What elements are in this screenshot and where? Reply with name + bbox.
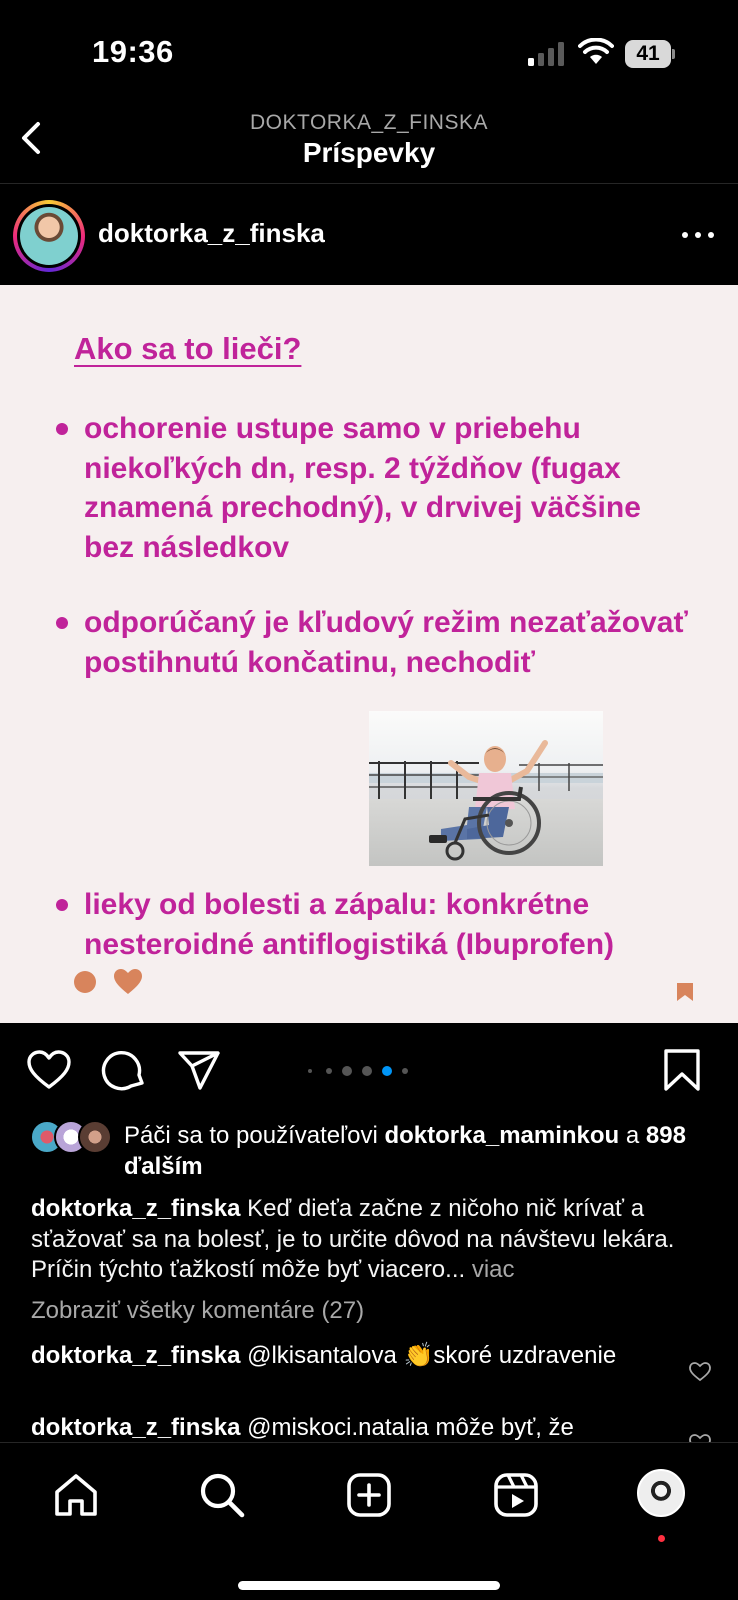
wifi-icon — [578, 38, 614, 66]
carousel-dot — [362, 1066, 372, 1076]
caption-more-link[interactable]: viac — [471, 1256, 515, 1283]
child-in-wheelchair — [369, 711, 603, 866]
battery-level: 41 — [625, 40, 671, 68]
bullet-text: ochorenie ustupe samo v priebehu niekoľkých dn, resp. 2 týždňov (fugax znamená prechodný), v drvivej väčšine bez následkov — [84, 412, 641, 564]
slide-bullet — [56, 885, 696, 964]
avatar-image — [20, 207, 78, 265]
comment-text: @lkisantalova 👏skoré uzdravenie — [247, 1342, 617, 1369]
share-icon[interactable] — [176, 1047, 222, 1093]
slide-heart-icon — [114, 969, 142, 995]
post-header — [0, 185, 738, 285]
post-image[interactable] — [0, 285, 738, 1023]
comment — [31, 1413, 671, 1443]
carousel-indicator — [308, 1065, 418, 1077]
reels-icon[interactable] — [492, 1471, 540, 1519]
slide-bullet — [56, 409, 696, 567]
comment-icon[interactable] — [101, 1047, 147, 1093]
caption-username[interactable]: doktorka_z_finska — [31, 1195, 241, 1222]
bullet-text: odporúčaný je kľudový režim nezaťažovať postihnutú končatinu, nechodiť — [84, 606, 688, 679]
carousel-dot — [402, 1068, 408, 1074]
status-bar — [0, 0, 738, 100]
carousel-dot — [342, 1066, 352, 1076]
page-header — [0, 100, 738, 184]
bookmark-icon[interactable] — [660, 1047, 706, 1093]
home-icon[interactable] — [52, 1471, 100, 1519]
heart-icon[interactable] — [689, 1362, 711, 1382]
comment-username[interactable]: doktorka_z_finska — [31, 1342, 241, 1369]
caption-text: Keď dieťa začne z ničoho nič krívať a sťažovať sa na bolesť, je to určite dôvod na návštevu lekára. Príčin týchto ťažkostí môže byť viacero... — [31, 1195, 675, 1283]
likes-connector: a — [619, 1122, 646, 1149]
bottom-tab-bar — [0, 1442, 738, 1600]
comment — [31, 1341, 671, 1371]
liker-avatars — [30, 1120, 114, 1156]
carousel-dot-active — [382, 1066, 392, 1076]
likes-text — [124, 1120, 714, 1182]
more-dot — [695, 232, 701, 238]
slide-bookmark-icon — [677, 983, 693, 1001]
likes-user[interactable]: doktorka_maminkou — [384, 1122, 620, 1149]
slide-comment-icon — [74, 971, 96, 993]
profile-avatar[interactable] — [637, 1469, 685, 1517]
battery-icon — [625, 40, 675, 68]
heart-icon[interactable] — [26, 1047, 72, 1093]
likes-row[interactable] — [0, 1118, 738, 1188]
more-icon[interactable] — [678, 220, 718, 250]
wheelchair-photo — [369, 711, 603, 866]
comment-username[interactable]: doktorka_z_finska — [31, 1414, 241, 1441]
create-icon[interactable] — [345, 1471, 393, 1519]
bullet-text: lieky od bolesti a zápalu: konkrétne nesteroidné antiflogistiká (Ibuprofen) — [84, 888, 615, 961]
slide-bullet — [56, 603, 696, 682]
avatar — [78, 1120, 112, 1154]
more-dot — [708, 232, 714, 238]
carousel-dot — [308, 1069, 312, 1073]
notification-dot — [658, 1535, 665, 1542]
home-indicator[interactable] — [238, 1581, 500, 1590]
header-account: DOKTORKA_Z_FINSKA — [249, 111, 488, 134]
more-dot — [682, 232, 688, 238]
carousel-dot — [326, 1068, 332, 1074]
bullet-dot — [56, 617, 68, 629]
status-time: 19:36 — [92, 34, 174, 69]
comment-text: @miskoci.natalia môže byť, že — [247, 1414, 574, 1441]
avatar[interactable] — [13, 200, 85, 272]
avatar-border — [17, 204, 81, 268]
likes-others[interactable]: 898 ďalším — [124, 1122, 686, 1180]
post-caption — [31, 1194, 721, 1286]
likes-prefix: Páči sa to používateľovi — [124, 1122, 385, 1149]
bullet-dot — [56, 423, 68, 435]
signal-icon — [528, 42, 568, 66]
battery-cap — [672, 49, 675, 59]
search-icon[interactable] — [198, 1471, 246, 1519]
bullet-dot — [56, 899, 68, 911]
page-title: Príspevky — [302, 137, 436, 168]
slide-heading: Ako sa to lieči? — [74, 331, 302, 366]
post-username[interactable]: doktorka_z_finska — [98, 218, 325, 248]
post-actions — [0, 1024, 738, 1116]
view-all-comments-link[interactable]: Zobraziť všetky komentáre (27) — [31, 1297, 365, 1324]
